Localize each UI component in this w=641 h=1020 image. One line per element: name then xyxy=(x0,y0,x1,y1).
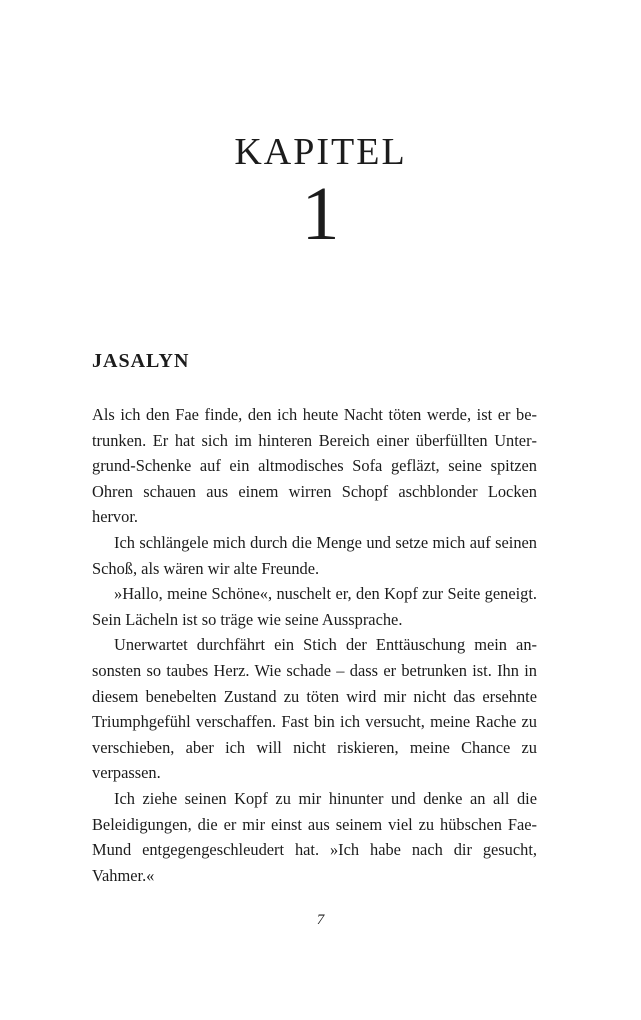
paragraph-4: Unerwartet durchfährt ein Stich der Enttäuschung mein ansonsten so taubes Herz. Wie schade – dass er betrunken ist. Ihn in diesem benebelten Zustand zu töten wird mir nicht das ersehnte Triumphgefühl verschaffen. Fast bin ich versucht, meine Rache zu verschieben, aber ich will nicht riskieren, meine Chance zu verpassen. xyxy=(92,635,537,783)
paragraph-3: »Hallo, meine Schöne«, nuschelt er, den Kopf zur Seite geneigt. Sein Lächeln ist so träge wie seine Aussprache. xyxy=(92,584,537,629)
chapter-number: 1 xyxy=(301,172,340,256)
paragraph-2: Ich schlängele mich durch die Menge und setze mich auf seinen Schoß, als wären wir alte Freunde. xyxy=(92,532,537,578)
chapter-body xyxy=(92,402,537,888)
paragraph-5: Ich ziehe seinen Kopf zu mir hinunter und denke an all die Beleidigungen, die er mir einst aus seinem viel zu hübschen Fae-Mund entgegengeschleudert hat. »Ich habe nach dir gesucht, Vahmer.« xyxy=(92,788,537,885)
pov-character-name: JASALYN xyxy=(92,350,190,372)
chapter-title: KAPITEL xyxy=(234,131,407,173)
chapter-heading xyxy=(0,130,641,256)
page-number: 7 xyxy=(316,912,325,928)
paragraph-1: Als ich den Fae finde, den ich heute Nacht töten werde, ist er betrunken. Er hat sich im hinteren Bereich einer überfüllten Untergrund-Schenke auf ein altmodisches Sofa gefläzt, seine spitzen Ohren schauen aus einem wirren Schopf aschblonder Locken hervor. xyxy=(92,405,537,527)
